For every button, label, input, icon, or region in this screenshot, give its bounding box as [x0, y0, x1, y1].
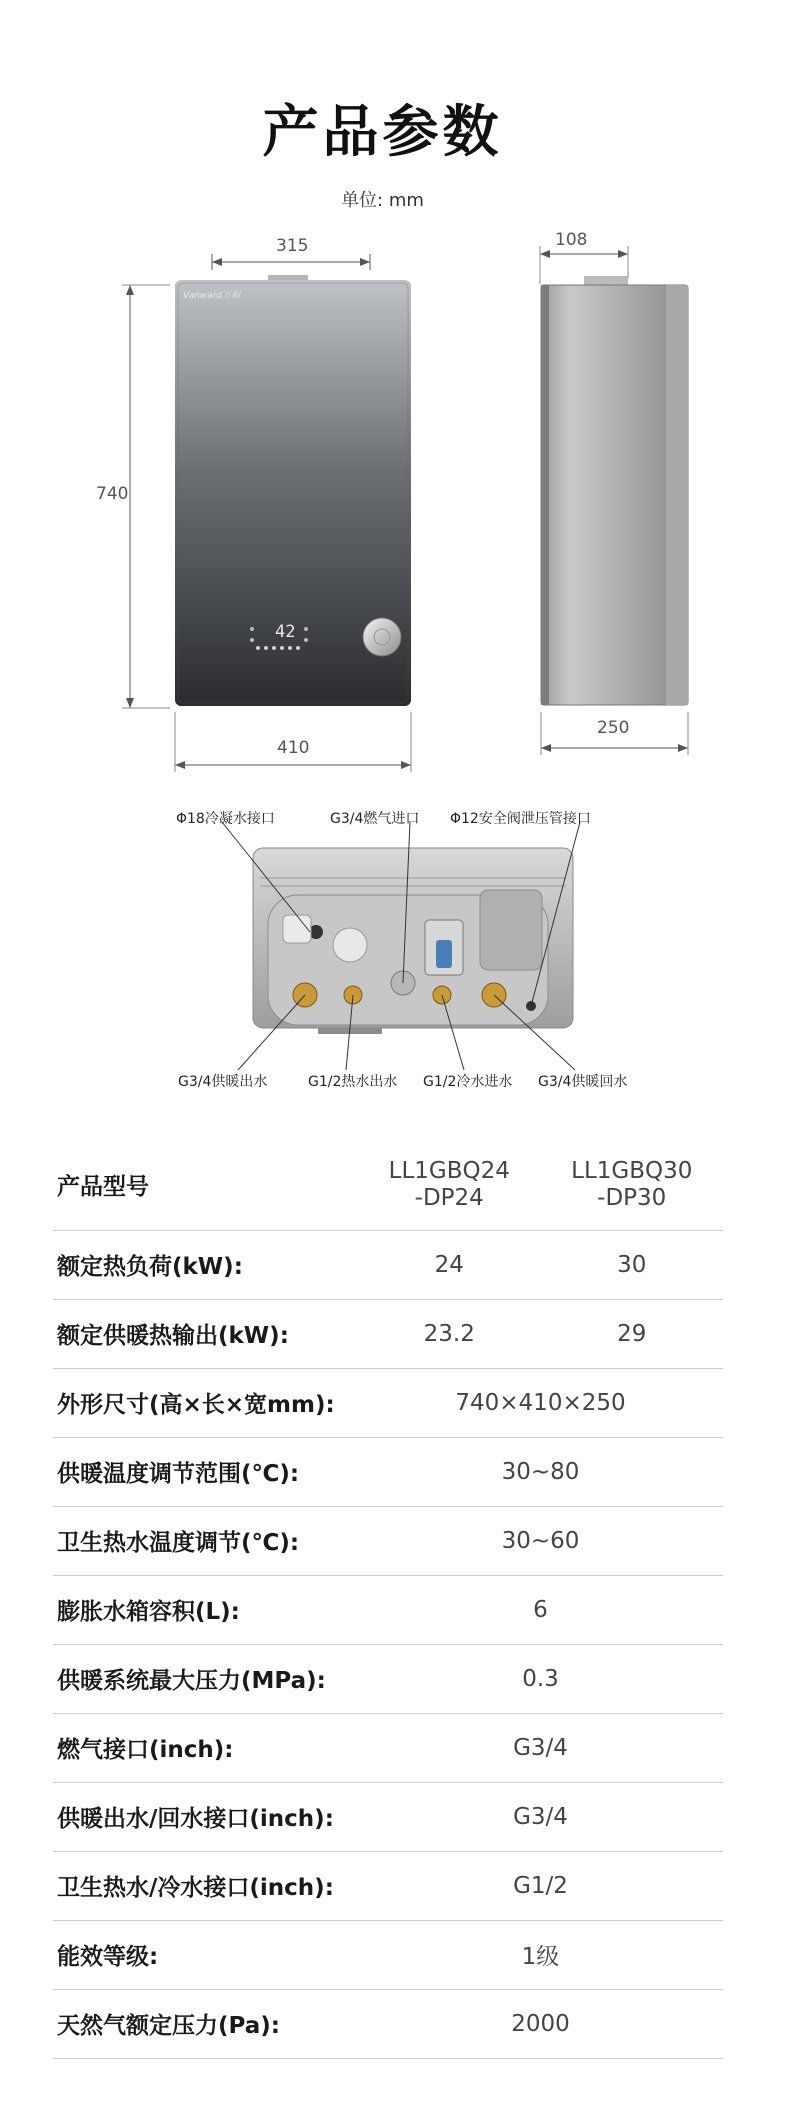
- table-row: [53, 1230, 723, 1299]
- spec-value: G1/2: [358, 1851, 723, 1920]
- table-row: [53, 1299, 723, 1368]
- spec-label: 燃气接口(inch):: [53, 1713, 358, 1782]
- spec-value: 6: [358, 1575, 723, 1644]
- table-row: [53, 1989, 723, 2058]
- table-row: [53, 1506, 723, 1575]
- label-hot-out: G1/2热水出水: [308, 1074, 398, 1090]
- spec-value: 2000: [358, 1989, 723, 2058]
- table-row: [53, 1575, 723, 1644]
- spec-value: 30~80: [358, 1437, 723, 1506]
- dim-height: 740: [96, 484, 129, 504]
- spec-header-label: 产品型号: [53, 1140, 358, 1230]
- spec-value: 0.3: [358, 1644, 723, 1713]
- spec-value: 740×410×250: [358, 1368, 723, 1437]
- table-row: [53, 1140, 723, 1230]
- label-cold-in: G1/2冷水进水: [423, 1074, 513, 1090]
- table-row: [53, 1368, 723, 1437]
- table-row: [53, 1920, 723, 1989]
- dim-top-width: 315: [276, 236, 309, 256]
- label-condensate: Φ18冷凝水接口: [176, 811, 275, 827]
- page-title: 产品参数: [262, 100, 503, 165]
- model-2: LL1GBQ30 -DP30: [541, 1140, 724, 1230]
- table-row: [53, 1644, 723, 1713]
- spec-value: G3/4: [358, 1782, 723, 1851]
- spec-label: 供暖系统最大压力(MPa):: [53, 1644, 358, 1713]
- spec-label: 膨胀水箱容积(L):: [53, 1575, 358, 1644]
- label-heating-return: G3/4供暖回水: [538, 1074, 628, 1090]
- brand-logo: Vanward万和: [183, 291, 241, 301]
- spec-label: 供暖出水/回水接口(inch):: [53, 1782, 358, 1851]
- label-relief-valve: Φ12安全阀泄压管接口: [450, 811, 591, 827]
- spec-label: 额定供暖热输出(kW):: [53, 1299, 358, 1368]
- dim-depth: 250: [597, 718, 630, 738]
- spec-value: 30: [541, 1230, 724, 1299]
- unit-label: 单位: mm: [341, 190, 424, 211]
- dim-side-top: 108: [555, 230, 588, 250]
- spec-value: 1级: [358, 1920, 723, 1989]
- table-row: [53, 1713, 723, 1782]
- label-heating-out: G3/4供暖出水: [178, 1074, 268, 1090]
- dim-width: 410: [277, 738, 310, 758]
- side-unit: [541, 276, 688, 705]
- table-row: [53, 1437, 723, 1506]
- svg-text:42: 42: [275, 622, 296, 642]
- spec-table: [53, 1140, 723, 2059]
- spec-label: 能效等级:: [53, 1920, 358, 1989]
- top-width-dimension: [212, 254, 370, 270]
- height-dimension: [122, 285, 170, 708]
- spec-value: 23.2: [358, 1299, 541, 1368]
- spec-value: 29: [541, 1299, 724, 1368]
- label-gas-inlet: G3/4燃气进口: [330, 811, 420, 827]
- spec-value: G3/4: [358, 1713, 723, 1782]
- spec-value: 24: [358, 1230, 541, 1299]
- spec-label: 额定热负荷(kW):: [53, 1230, 358, 1299]
- spec-label: 卫生热水温度调节(℃):: [53, 1506, 358, 1575]
- model-1: LL1GBQ24 -DP24: [358, 1140, 541, 1230]
- spec-label: 外形尺寸(高×长×宽mm):: [53, 1368, 358, 1437]
- table-row: [53, 1851, 723, 1920]
- table-row: [53, 1782, 723, 1851]
- spec-label: 天然气额定压力(Pa):: [53, 1989, 358, 2058]
- spec-label: 卫生热水/冷水接口(inch):: [53, 1851, 358, 1920]
- bottom-view: [222, 822, 580, 1070]
- front-unit: [175, 275, 411, 706]
- spec-label: 供暖温度调节范围(℃):: [53, 1437, 358, 1506]
- spec-value: 30~60: [358, 1506, 723, 1575]
